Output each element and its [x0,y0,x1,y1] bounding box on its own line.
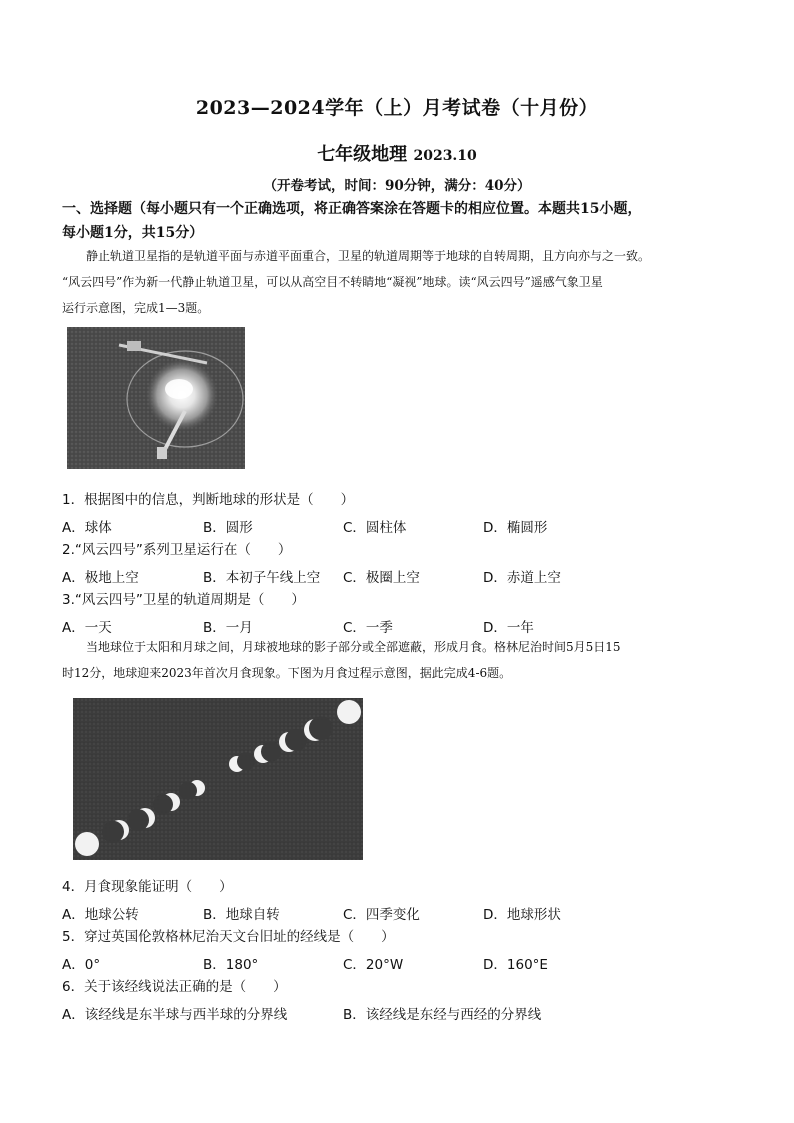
passage-line: 运行示意图，完成1—3题。 [62,301,210,315]
option-d[interactable]: D．椭圆形 [483,520,548,536]
option-d[interactable]: D．地球形状 [483,907,561,923]
question-stem: 4．月食现象能证明（ ） [62,879,233,895]
option-a[interactable]: A．一天 [62,620,112,636]
satellite-orbit-photo [67,327,245,469]
question-stem: 1．根据图中的信息，判断地球的形状是（ ） [62,492,355,508]
subject-title [0,140,794,166]
exam-info: （开卷考试，时间：90分钟，满分：40分） [263,178,531,194]
option-c[interactable]: C．四季变化 [343,907,420,923]
option-b[interactable]: B．地球自转 [203,907,280,923]
question-options [62,516,752,534]
moon-phase [75,832,99,856]
earth-shadow [237,752,255,770]
option-a[interactable]: A．该经线是东半球与西半球的分界线 [62,1007,288,1023]
question-stem: 5．穿过英国伦敦格林尼治天文台旧址的经线是（ ） [62,929,395,945]
question-stem: 3.“风云四号”卫星的轨道周期是（ ） [62,592,305,608]
option-d[interactable]: D．赤道上空 [483,570,561,586]
option-b[interactable]: B．180° [203,957,259,973]
passage-satellite [62,243,738,321]
question-options [62,1003,752,1021]
option-c[interactable]: C．圆柱体 [343,520,407,536]
question-options [62,953,752,971]
passage-line: 静止轨道卫星指的是轨道平面与赤道平面重合，卫星的轨道周期等于地球的自转周期，且方向亦与之一致。 [86,249,651,263]
section-heading-line: 一、选择题（每小题只有一个正确选项，将正确答案涂在答题卡的相应位置。本题共15小题， [62,201,642,217]
option-d[interactable]: D．一年 [483,620,534,636]
section-heading [62,197,742,245]
earth-shadow [285,729,307,751]
option-b[interactable]: B．该经线是东经与西经的分界线 [343,1007,542,1023]
option-a[interactable]: A．球体 [62,520,112,536]
option-d[interactable]: D．160°E [483,957,548,973]
option-a[interactable]: A．0° [62,957,101,973]
exam-title: 2023—2024学年（上）月考试卷（十月份） [195,97,599,119]
question-stem: 6．关于该经线说法正确的是（ ） [62,979,287,995]
option-b[interactable]: B．圆形 [203,520,253,536]
earth-shadow [179,782,197,800]
option-c[interactable]: C．一季 [343,620,393,636]
option-a[interactable]: A．地球公转 [62,907,139,923]
earth-shadow [127,809,149,831]
passage-line: 时12分，地球迎来2023年首次月食现象。下图为月食过程示意图，据此完成4-6题。 [62,666,512,680]
earth-shadow [153,794,173,814]
lunar-eclipse-sequence-photo [73,698,363,860]
moon-phase [337,700,361,724]
question-options [62,566,752,584]
earth-shadow [102,821,124,843]
passage-line: “风云四号”作为新一代静止轨道卫星，可以从高空目不转睛地“凝视”地球。读“风云四号”遥感气象卫星 [62,275,603,289]
option-a[interactable]: A．极地上空 [62,570,139,586]
exam-date: 2023.10 [413,148,477,164]
subject-name: 七年级地理 [317,144,408,165]
passage-eclipse [62,634,738,686]
passage-line: 当地球位于太阳和月球之间，月球被地球的影子部分或全部遮蔽，形成月食。格林尼治时间5月5日15 [86,640,621,654]
earth-shadow [309,716,333,740]
earth-shadow [261,742,281,762]
question-options [62,616,752,634]
option-c[interactable]: C．极圈上空 [343,570,420,586]
section-heading-line: 每小题1分，共15分） [62,225,204,241]
question-stem: 2.“风云四号”系列卫星运行在（ ） [62,542,292,558]
option-c[interactable]: C．20°W [343,957,404,973]
question-options [62,903,752,921]
option-b[interactable]: B．一月 [203,620,253,636]
option-b[interactable]: B．本初子午线上空 [203,570,321,586]
